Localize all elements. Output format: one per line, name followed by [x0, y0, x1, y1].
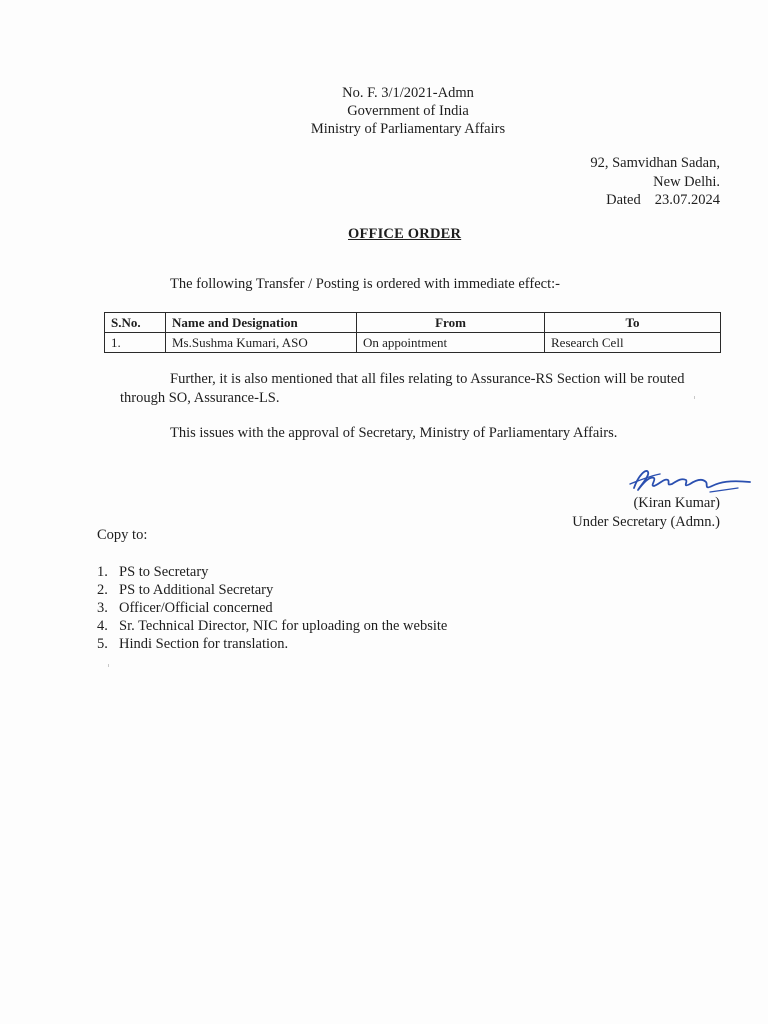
order-title: OFFICE ORDER [348, 226, 462, 242]
header-name-designation: Name and Designation [166, 313, 357, 333]
list-item-text: Sr. Technical Director, NIC for uploading on the website [119, 618, 448, 634]
order-date: 23.07.2024 [654, 192, 720, 208]
cell-from: On appointment [357, 333, 545, 353]
copy-to-list [97, 563, 447, 653]
cell-sno: 1. [105, 333, 166, 353]
list-item [97, 617, 447, 635]
list-item [97, 563, 447, 581]
header-sno: S.No. [105, 313, 166, 333]
list-item-number: 2. [97, 582, 108, 598]
table-header-row [105, 313, 721, 333]
paragraph-1-text: Further, it is also mentioned that all files relating to Assurance-RS Section will be routed through SO, Assurance-LS. [120, 371, 685, 406]
list-item-text: PS to Secretary [119, 564, 209, 580]
list-item-text: PS to Additional Secretary [119, 582, 274, 598]
paragraph-approval: This issues with the approval of Secretary, Ministry of Parliamentary Affairs. [170, 425, 618, 441]
transfer-table [104, 312, 721, 353]
cell-name-designation: Ms.Sushma Kumari, ASO [166, 333, 357, 353]
address-line-2: New Delhi. [653, 173, 720, 190]
list-item-text: Hindi Section for translation. [119, 636, 289, 652]
list-item-number: 4. [97, 618, 108, 634]
address-block [590, 154, 720, 210]
paragraph-files-routing [120, 370, 730, 408]
ministry-name: Ministry of Parliamentary Affairs [310, 121, 506, 137]
list-item-text: Officer/Official concerned [119, 600, 273, 616]
dated-label: Dated [606, 192, 641, 208]
dated-line [590, 191, 720, 210]
header-to: To [545, 313, 721, 333]
document-header [0, 84, 768, 138]
file-number: No. F. 3/1/2021-Admn [342, 85, 474, 101]
intro-text: The following Transfer / Posting is ordered with immediate effect:- [170, 276, 560, 292]
government-name: Government of India [347, 103, 469, 119]
copy-to-label: Copy to: [97, 527, 148, 543]
address-line-1: 92, Samvidhan Sadan, [590, 155, 720, 171]
list-item-number: 1. [97, 564, 108, 580]
cell-to: Research Cell [545, 333, 721, 353]
signatory-designation: Under Secretary (Admn.) [572, 513, 720, 530]
list-item-number: 5. [97, 636, 108, 652]
signatory-name: (Kiran Kumar) [633, 495, 720, 511]
list-item [97, 635, 447, 653]
table-row [105, 333, 721, 353]
signatory-block [572, 494, 720, 531]
header-from: From [357, 313, 545, 333]
handwritten-signature [620, 462, 760, 498]
list-item [97, 581, 447, 599]
scan-speck [108, 664, 109, 667]
list-item [97, 599, 447, 617]
list-item-number: 3. [97, 600, 108, 616]
scan-speck [694, 396, 695, 399]
